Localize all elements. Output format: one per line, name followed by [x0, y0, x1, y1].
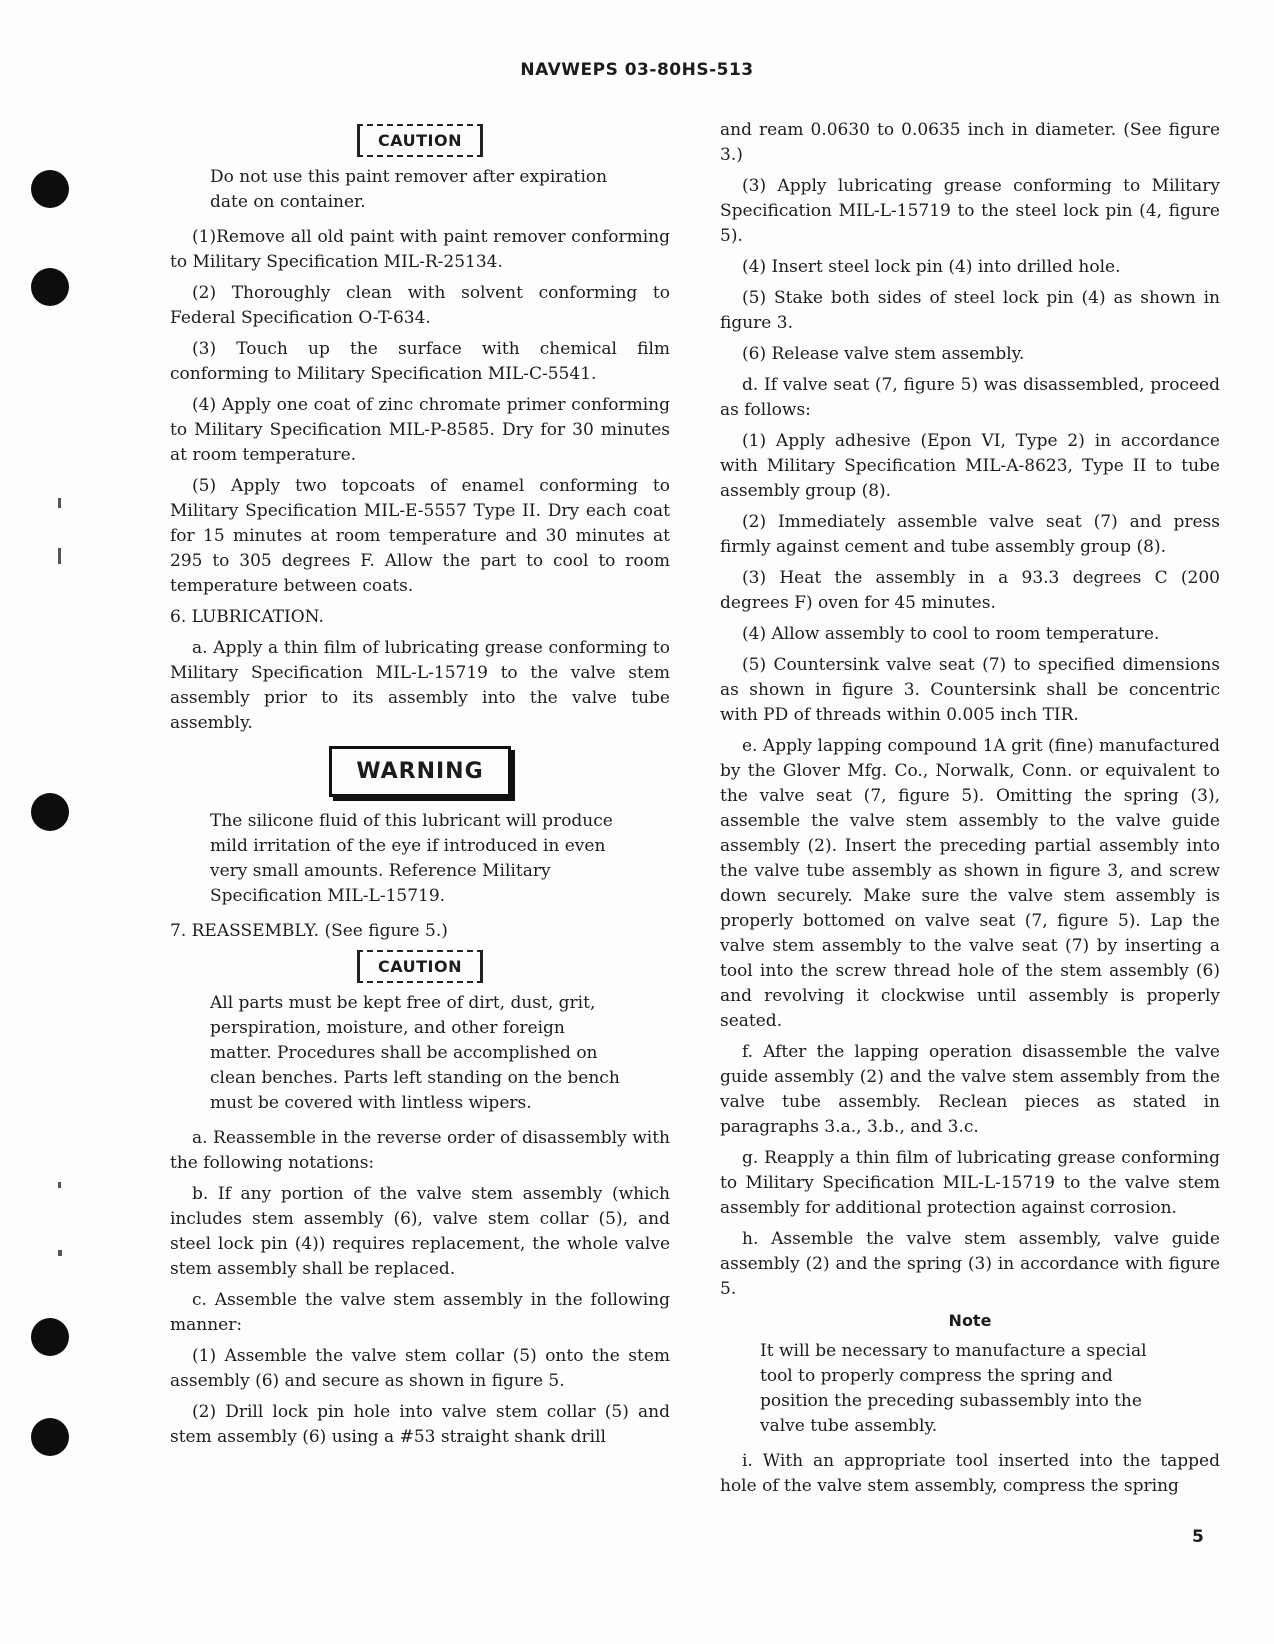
section-heading: 7. REASSEMBLY. (See figure 5.): [170, 921, 448, 941]
margin-mark: [58, 1182, 61, 1188]
step-paragraph: (6) Release valve stem assembly.: [742, 344, 1025, 364]
binder-hole: [31, 170, 69, 208]
caution-label: CAUTION: [357, 950, 483, 983]
step-paragraph: h. Assemble the valve stem assembly, valve guide assembly (2) and the spring (3) in accordance with figure 5.: [720, 1229, 1220, 1299]
step-paragraph: c. Assemble the valve stem assembly in the following manner:: [170, 1290, 670, 1335]
step-paragraph: (3) Apply lubricating grease conforming to Military Specification MIL-L-15719 to the steel lock pin (4, figure 5).: [720, 176, 1220, 246]
left-column: [170, 118, 670, 1456]
step-paragraph: (1) Apply adhesive (Epon VI, Type 2) in accordance with Military Specification MIL-A-8623, Type II to tube assembly group (8).: [720, 431, 1220, 501]
section-heading: 6. LUBRICATION.: [170, 607, 324, 627]
margin-mark: [58, 498, 61, 508]
caution-text: Do not use this paint remover after expiration date on container.: [210, 167, 608, 212]
binder-hole: [31, 1318, 69, 1356]
step-paragraph: (4) Insert steel lock pin (4) into drilled hole.: [742, 257, 1121, 277]
warning-label: WARNING: [329, 746, 510, 797]
step-paragraph: (2) Immediately assemble valve seat (7) and press firmly against cement and tube assembly group (8).: [720, 512, 1220, 557]
step-paragraph: (1)Remove all old paint with paint remover conforming to Military Specification MIL-R-25134.: [170, 227, 670, 272]
right-column: [720, 118, 1220, 1505]
note-label: Note: [948, 1311, 992, 1330]
step-paragraph: a. Apply a thin film of lubricating grease conforming to Military Specification MIL-L-15719 to the valve stem assembly prior to its assembly into the valve tube assembly.: [170, 638, 670, 733]
step-paragraph: b. If any portion of the valve stem assembly (which includes stem assembly (6), valve stem collar (5), and steel lock pin (4)) requires replacement, the whole valve stem assembly shall be replaced.: [170, 1184, 670, 1279]
step-paragraph: (5) Apply two topcoats of enamel conforming to Military Specification MIL-E-5557 Type II. Dry each coat for 15 minutes at room temperature and 30 minutes at 295 to 305 degrees F. Allow the part to cool to room temperature between coats.: [170, 476, 670, 596]
step-paragraph: (4) Allow assembly to cool to room temperature.: [742, 624, 1160, 644]
step-paragraph: g. Reapply a thin film of lubricating grease conforming to Military Specification MIL-L-15719 to the valve stem assembly for additional protection against corrosion.: [720, 1148, 1220, 1218]
step-paragraph: e. Apply lapping compound 1A grit (fine) manufactured by the Glover Mfg. Co., Norwalk, Conn. or equivalent to the valve seat (7, figure 5). Omitting the spring (3), assemble the valve stem assembly to the valve guide assembly (2). Insert the preceding partial assembly into the valve tube assembly as shown in figure 3, and screw down securely. Make sure the valve stem assembly is properly bottomed on valve seat (7, figure 5). Lap the valve stem assembly to the valve seat (7) by inserting a tool into the screw thread hole of the stem assembly (6) and revolving it clockwise until assembly is properly seated.: [720, 736, 1220, 1031]
note-text: It will be necessary to manufacture a special tool to properly compress the spring and position the preceding subassembly into the valve tube assembly.: [760, 1341, 1147, 1436]
page-number: 5: [1192, 1527, 1204, 1547]
document-header: NAVWEPS 03-80HS-513: [520, 60, 754, 80]
step-paragraph: (3) Touch up the surface with chemical film conforming to Military Specification MIL-C-5541.: [170, 339, 670, 384]
step-paragraph: (1) Assemble the valve stem collar (5) onto the stem assembly (6) and secure as shown in figure 5.: [170, 1346, 670, 1391]
step-paragraph: (5) Stake both sides of steel lock pin (4) as shown in figure 3.: [720, 288, 1220, 333]
step-paragraph: d. If valve seat (7, figure 5) was disassembled, proceed as follows:: [720, 375, 1220, 420]
step-paragraph: a. Reassemble in the reverse order of disassembly with the following notations:: [170, 1128, 670, 1173]
step-paragraph: f. After the lapping operation disassemble the valve guide assembly (2) and the valve stem assembly from the valve tube assembly. Reclean pieces as stated in paragraphs 3.a., 3.b., and 3.c.: [720, 1042, 1220, 1137]
step-paragraph: (3) Heat the assembly in a 93.3 degrees C (200 degrees F) oven for 45 minutes.: [720, 568, 1220, 613]
margin-mark: [58, 1250, 62, 1256]
margin-mark: [58, 548, 61, 564]
step-paragraph: (4) Apply one coat of zinc chromate primer conforming to Military Specification MIL-P-8585. Dry for 30 minutes at room temperature.: [170, 395, 670, 465]
step-paragraph: i. With an appropriate tool inserted into the tapped hole of the valve stem assembly, compress the spring: [720, 1451, 1220, 1496]
binder-hole: [31, 793, 69, 831]
binder-hole: [31, 268, 69, 306]
step-paragraph: (5) Countersink valve seat (7) to specified dimensions as shown in figure 3. Countersink shall be concentric with PD of threads within 0.005 inch TIR.: [720, 655, 1220, 725]
warning-text: The silicone fluid of this lubricant will produce mild irritation of the eye if introduced in even very small amounts. Reference Military Specification MIL-L-15719.: [210, 811, 613, 906]
caution-label: CAUTION: [357, 124, 483, 157]
step-paragraph: and ream 0.0630 to 0.0635 inch in diameter. (See figure 3.): [720, 120, 1220, 165]
step-paragraph: (2) Drill lock pin hole into valve stem collar (5) and stem assembly (6) using a #53 straight shank drill: [170, 1402, 670, 1447]
step-paragraph: (2) Thoroughly clean with solvent conforming to Federal Specification O-T-634.: [170, 283, 670, 328]
caution-text: All parts must be kept free of dirt, dust, grit, perspiration, moisture, and other foreign matter. Procedures shall be accomplished on clean benches. Parts left standing on the bench must be covered with lintless wipers.: [210, 993, 620, 1113]
binder-hole: [31, 1418, 69, 1456]
